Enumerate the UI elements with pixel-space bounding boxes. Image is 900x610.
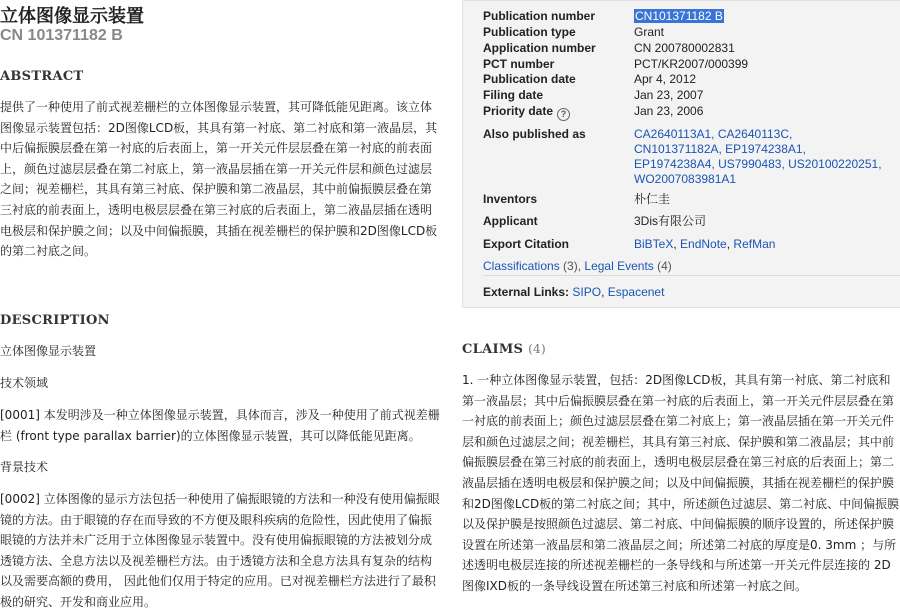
page-title: 立体图像显示装置 [0,6,144,27]
publication-number-link[interactable]: CN101371182 B [635,9,723,23]
description-para-5: [0002] 立体图像的显示方法包括一种使用了偏振眼镜的方法和一种没有使用偏振眼镜的方法。由于眼镜的存在而导致的不方便及眼科疾病的危险性，因此使用了偏振眼镜的方法并未广泛用于立体图像显示装置中。没有使用偏振眼镜的方法被划分成透镜方法、全息方法以及视差栅栏方法。由于透镜方法和全息方法具有复杂的结构以及需要高额的费用， 因此他们仅用于特定的应用。已对视差栅栏方法进行了最积极的研究、开发和商业应用。 [0,492,440,609]
value[interactable] [634,9,900,24]
priority-date-label: Priority date [483,104,554,118]
description-para-4: 背景技术 [0,460,49,474]
value: Grant [634,25,665,39]
classifications-link[interactable]: Classifications [483,259,560,273]
claims-heading-label: CLAIMS [462,342,524,357]
value: PCT/KR2007/000399 [634,57,749,71]
espacenet-link[interactable]: Espacenet [607,285,665,299]
inventor-link[interactable]: 朴仁圭 [634,192,671,206]
description-para-2: 技术领域 [0,376,49,390]
value: Apr 4, 2012 [634,72,697,86]
description-para-1: 立体图像显示装置 [0,344,97,358]
label: Application number [483,41,596,55]
publication-number-heading: CN 101371182 B [0,27,123,44]
legal-events-link[interactable]: Legal Events [584,259,654,273]
label: Filing date [483,88,543,102]
external-links-label: External Links: [483,285,570,299]
abstract-text: 提供了一种使用了前式视差栅栏的立体图像显示装置，其可降低能见距离。该立体图像显示装置包括：2D图像LCD板，其具有第一衬底、第二衬底和第一液晶层，其中后偏振膜层叠在第一衬底的后表面上，第一开关元件层层叠在第一衬底的前表面上，颜色过滤层层叠在第二衬底上，第一液晶层插在第一开关元件层和颜色过滤层之间；视差栅栏，其具有第三衬底、保护膜和第二液晶层，其中前偏振膜层叠在第三衬底的前表面上，透明电极层层叠在第三衬底的后表面上，第二液晶层插在透明电极层和保护膜之间；以及中间偏振膜，其插在视差栅栏的保护膜和2D图像LCD板的第二衬底之间。 [0,100,438,259]
claims-heading [462,342,546,357]
external-links: External Links: SIPO, Espacenet [483,285,665,299]
divider [483,275,900,276]
applicant-link[interactable]: 3Dis有限公司 [634,214,707,228]
value: BiBTeX, EndNote, RefMan [634,237,776,251]
label: Inventors [483,192,538,206]
export-bibtex-link[interactable]: BiBTeX [634,237,674,251]
classifications-legal-events: Classifications (3), Legal Events (4) [483,259,672,273]
label: Export Citation [483,237,569,251]
value: Jan 23, 2007 [634,88,704,102]
description-heading: DESCRIPTION [0,313,110,328]
sipo-link[interactable]: SIPO [572,285,602,299]
also-published-line[interactable]: CN101371182A, EP1974238A1, [634,142,806,156]
label: PCT number [483,57,555,71]
label: Publication type [483,25,576,39]
label: Also published as [483,127,586,141]
also-published-line[interactable]: CA2640113A1, CA2640113C, [634,127,793,141]
legal-events-count: (4) [657,259,672,273]
claims-text: 1. 一种立体图像显示装置，包括：2D图像LCD板，其具有第一衬底、第二衬底和第一液晶层；其中后偏振膜层叠在第一衬底的后表面上，第一开关元件层层叠在第一衬底的前表面上；颜色过滤层层叠在第二衬底上；第一液晶层插在第一开关元件层和颜色过滤层之间；视差栅栏，其具有第三衬底、保护膜和第二液晶层；其中前偏振膜层叠在第三衬底的前表面上，透明电极层层叠在第三衬底的后表面上；第二液晶层插在透明电极层和保护膜之间；以及中间偏振膜，其插在视差栅栏的保护膜和2D图像LCD板的第二衬底之间；其中，所述颜色过滤层、第二衬底、中间偏振膜以及保护膜是按照颜色过滤层、第二衬底、中间偏振膜的顺序设置的，所述保护膜设置在所述第一液晶层和第二液晶层之间；所述第二衬底的厚度是0. 3mm ；与所述透明电极层连接的所述视差栅栏的一条导线和与所述第一开关元件层连接的 2D图像IXD板的一条导线设置在所述第三衬底和所述第一衬底之间。 [462,373,900,593]
also-published-line[interactable]: EP1974238A4, US7990483, US20100220251, [634,157,882,171]
description-para-3: [0001] 本发明涉及一种立体图像显示装置，具体而言，涉及一种使用了前式视差栅栏 (front type parallax barrier)的立体图像显示装置，其可以降低能见距离。 [0,408,440,443]
also-published-line[interactable]: WO2007083981A1 [634,172,737,186]
help-icon[interactable]: ? [557,108,570,121]
export-endnote-link[interactable]: EndNote [680,237,727,251]
label: Publication date [483,72,576,86]
patent-info-box [462,0,900,308]
export-refman-link[interactable]: RefMan [733,237,776,251]
label: Applicant [483,214,538,228]
label [483,104,570,121]
label: Publication number [483,9,596,23]
claims-count: (4) [528,342,546,356]
abstract-heading: ABSTRACT [0,69,84,84]
value [634,127,900,187]
classifications-count: (3) [563,259,578,273]
value: Jan 23, 2006 [634,104,704,118]
value: CN 200780002831 [634,41,735,55]
